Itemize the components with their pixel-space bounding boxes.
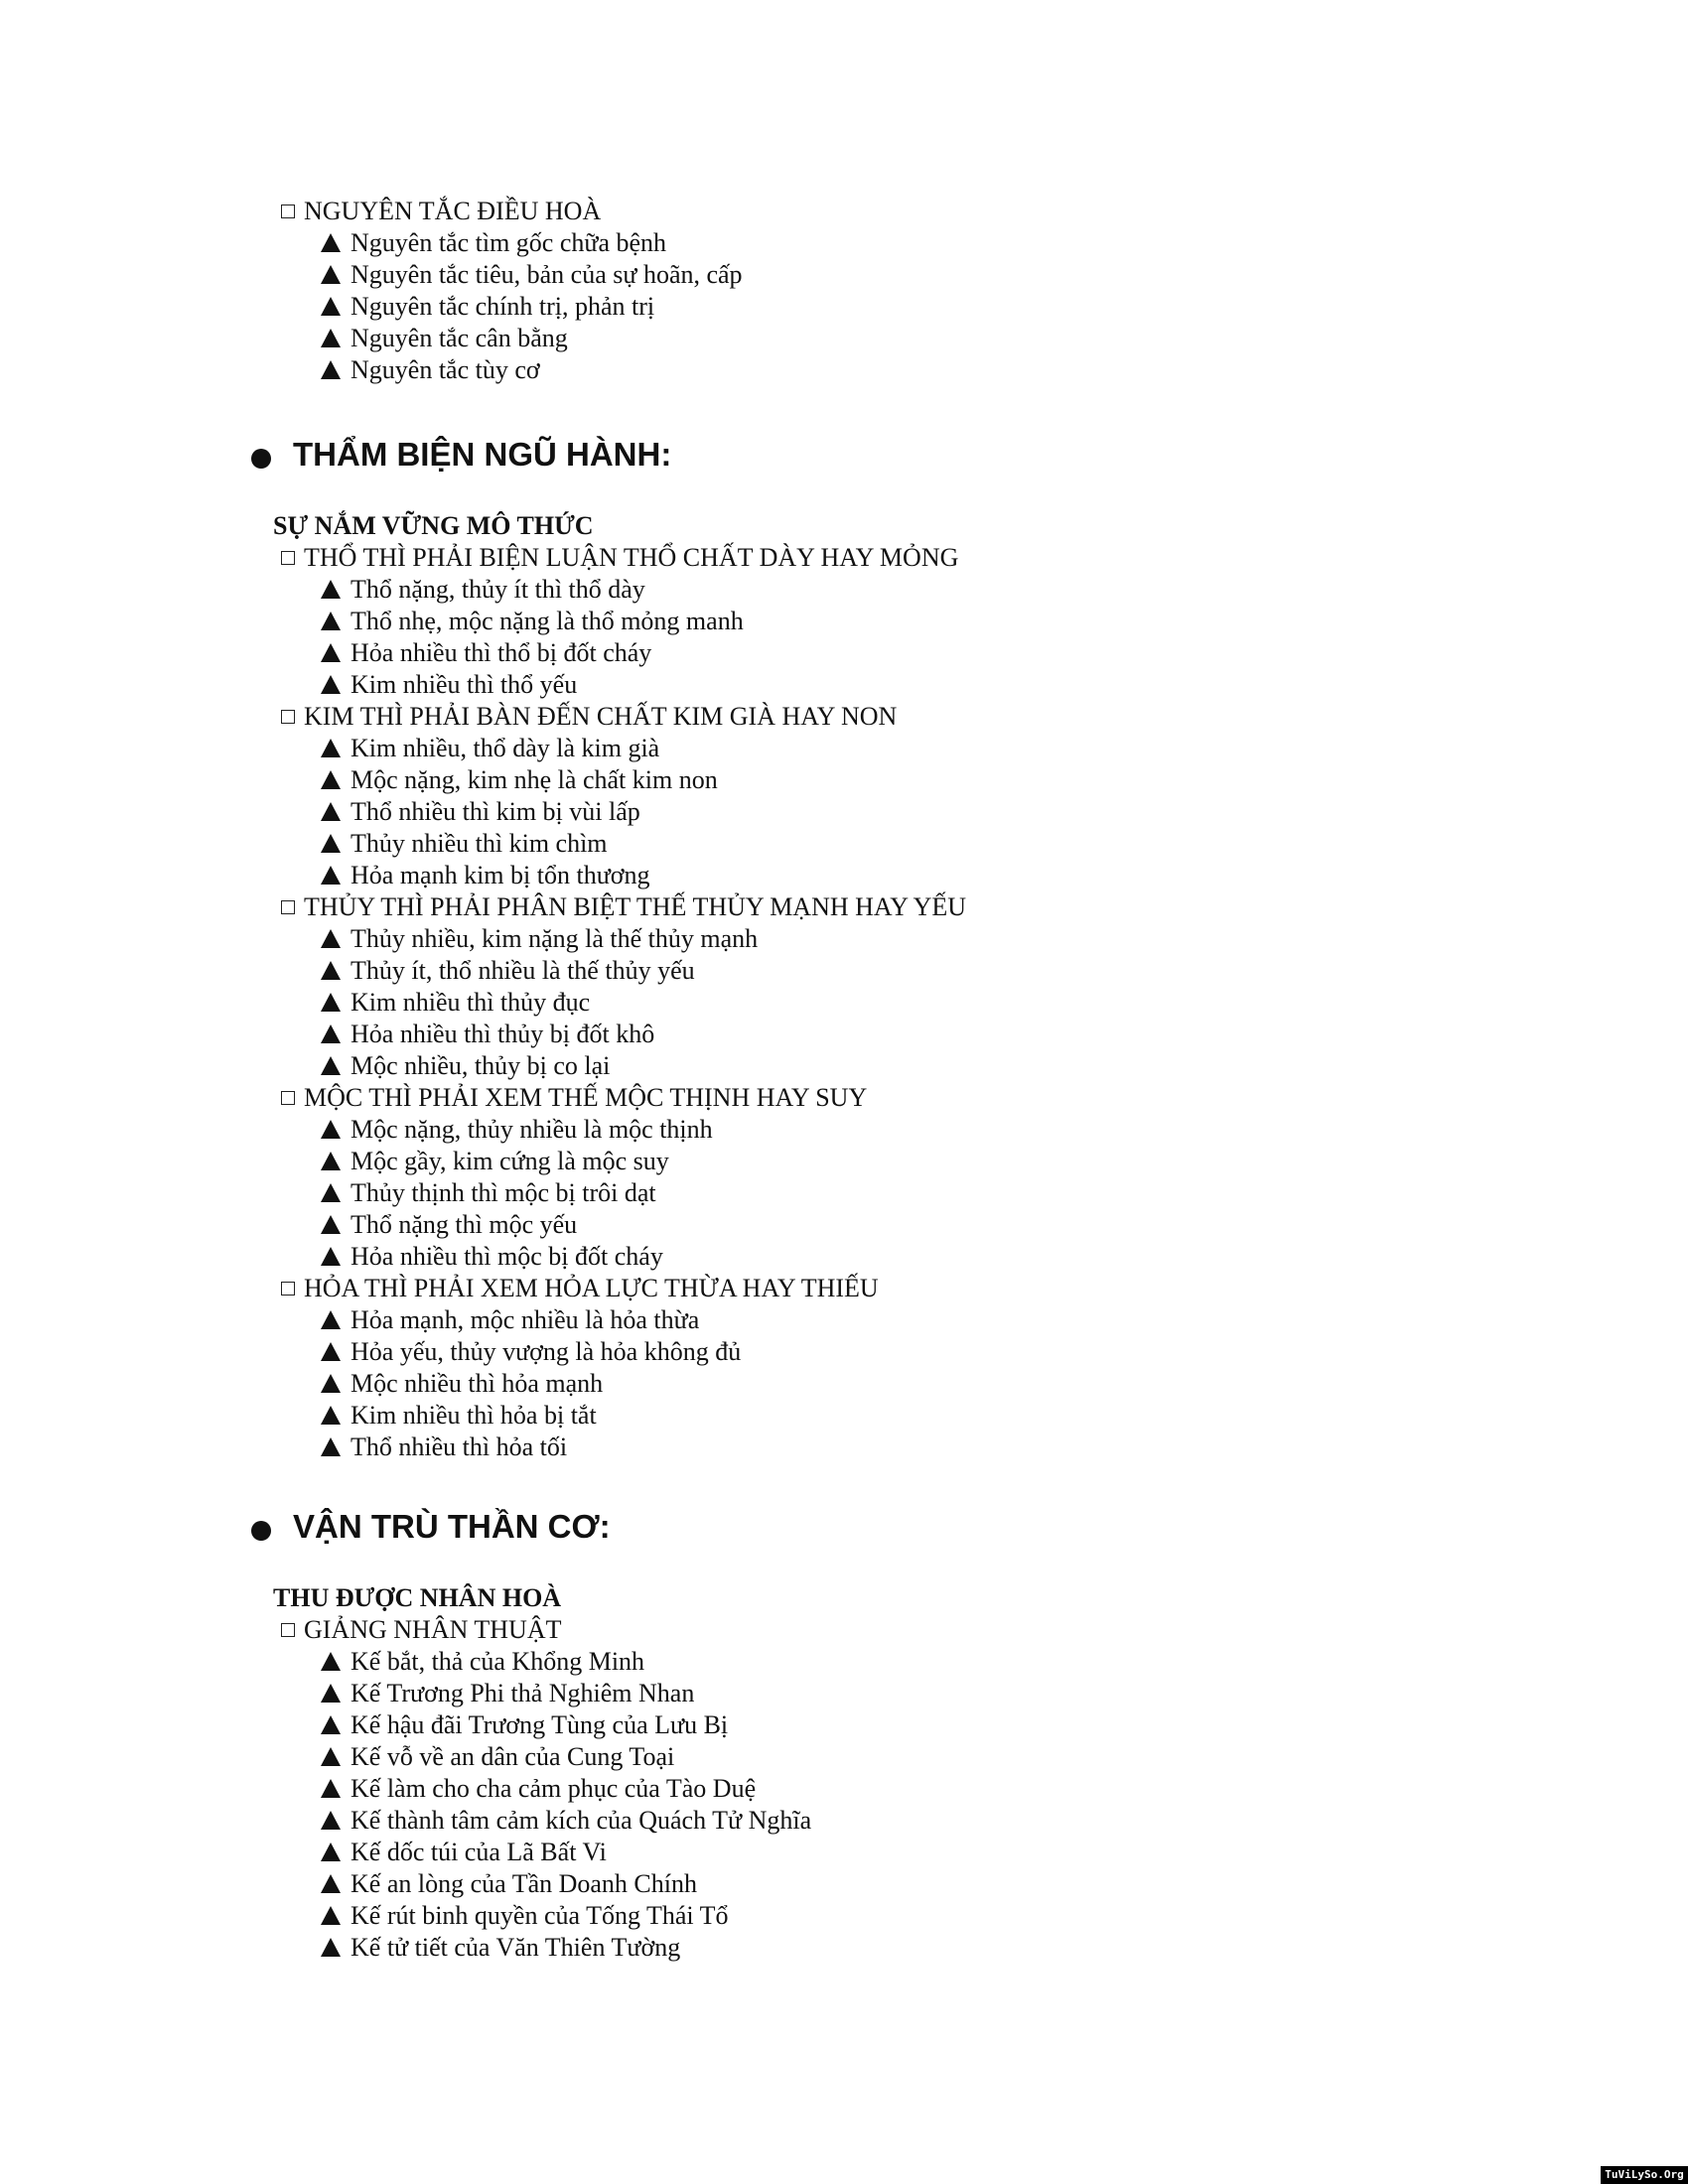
- section-heading: THẨM BIỆN NGŨ HÀNH:: [293, 436, 672, 473]
- list-item: Mộc nhiều, thủy bị co lại: [281, 1050, 966, 1082]
- triangle-bullet-icon: [321, 1374, 341, 1393]
- list-item: Thổ nhiều thì kim bị vùi lấp: [281, 796, 966, 828]
- triangle-bullet-icon: [321, 1056, 341, 1075]
- sub-heading: MỘC THÌ PHẢI XEM THẾ MỘC THỊNH HAY SUY: [281, 1082, 966, 1114]
- list-item: Thổ nhiều thì hỏa tối: [281, 1432, 966, 1463]
- list-item: Mộc nhiều thì hỏa mạnh: [281, 1368, 966, 1400]
- list-item: Thổ nặng, thủy ít thì thổ dày: [281, 574, 966, 606]
- triangle-bullet-icon: [321, 1215, 341, 1234]
- triangle-bullet-icon: [321, 643, 341, 662]
- list-item: Hỏa mạnh, mộc nhiều là hỏa thừa: [281, 1304, 966, 1336]
- triangle-bullet-icon: [321, 1152, 341, 1170]
- list-item: Kế rút binh quyền của Tống Thái Tổ: [281, 1900, 811, 1932]
- list-item: Kế vỗ về an dân của Cung Toại: [281, 1741, 811, 1773]
- triangle-bullet-icon: [321, 1906, 341, 1925]
- list-item: Thổ nhẹ, mộc nặng là thổ mỏng manh: [281, 606, 966, 637]
- triangle-bullet-icon: [321, 675, 341, 694]
- triangle-bullet-icon: [321, 802, 341, 821]
- triangle-bullet-icon: [321, 1779, 341, 1798]
- list-item: Kim nhiều thì hỏa bị tắt: [281, 1400, 966, 1432]
- section-2-list: [281, 1614, 811, 1964]
- triangle-bullet-icon: [321, 580, 341, 599]
- list-item: Kế tử tiết của Văn Thiên Tường: [281, 1932, 811, 1964]
- section-0-list: [281, 196, 743, 386]
- square-bullet-icon: [281, 1623, 295, 1637]
- sub-heading: GIẢNG NHÂN THUẬT: [281, 1614, 811, 1646]
- list-item: Kế dốc túi của Lã Bất Vi: [281, 1837, 811, 1868]
- sub-heading: THỔ THÌ PHẢI BIỆN LUẬN THỔ CHẤT DÀY HAY MỎNG: [281, 542, 966, 574]
- triangle-bullet-icon: [321, 233, 341, 252]
- list-item: Mộc gầy, kim cứng là mộc suy: [281, 1146, 966, 1177]
- list-item: Kế an lòng của Tần Doanh Chính: [281, 1868, 811, 1900]
- list-item: Thủy nhiều thì kim chìm: [281, 828, 966, 860]
- list-item: Hỏa yếu, thủy vượng là hỏa không đủ: [281, 1336, 966, 1368]
- sub-heading: THỦY THÌ PHẢI PHÂN BIỆT THẾ THỦY MẠNH HAY YẾU: [281, 891, 966, 923]
- list-item: Hỏa nhiều thì mộc bị đốt cháy: [281, 1241, 966, 1273]
- square-bullet-icon: [281, 205, 295, 218]
- list-item: Hỏa nhiều thì thủy bị đốt khô: [281, 1019, 966, 1050]
- triangle-bullet-icon: [321, 1024, 341, 1043]
- square-bullet-icon: [281, 551, 295, 565]
- triangle-bullet-icon: [321, 1684, 341, 1703]
- list-item: Kế thành tâm cảm kích của Quách Tử Nghĩa: [281, 1805, 811, 1837]
- triangle-bullet-icon: [321, 1874, 341, 1893]
- triangle-bullet-icon: [321, 1437, 341, 1456]
- list-item: Kim nhiều thì thủy đục: [281, 987, 966, 1019]
- triangle-bullet-icon: [321, 993, 341, 1012]
- list-item: Mộc nặng, thủy nhiều là mộc thịnh: [281, 1114, 966, 1146]
- section-heading: VẬN TRÙ THẦN CƠ:: [293, 1508, 611, 1545]
- list-item: Kế làm cho cha cảm phục của Tào Duệ: [281, 1773, 811, 1805]
- triangle-bullet-icon: [321, 1843, 341, 1861]
- triangle-bullet-icon: [321, 1342, 341, 1361]
- triangle-bullet-icon: [321, 265, 341, 284]
- triangle-bullet-icon: [321, 1747, 341, 1766]
- list-item: Hỏa mạnh kim bị tổn thương: [281, 860, 966, 891]
- list-item: Thủy ít, thổ nhiều là thế thủy yếu: [281, 955, 966, 987]
- triangle-bullet-icon: [321, 929, 341, 948]
- list-item: Thủy thịnh thì mộc bị trôi dạt: [281, 1177, 966, 1209]
- list-item: Thủy nhiều, kim nặng là thế thủy mạnh: [281, 923, 966, 955]
- triangle-bullet-icon: [321, 1652, 341, 1671]
- list-item: Kim nhiều, thổ dày là kim già: [281, 733, 966, 764]
- list-item: Mộc nặng, kim nhẹ là chất kim non: [281, 764, 966, 796]
- triangle-bullet-icon: [321, 612, 341, 630]
- list-item: Thổ nặng thì mộc yếu: [281, 1209, 966, 1241]
- square-bullet-icon: [281, 1282, 295, 1296]
- section-subtitle: SỰ NẮM VỮNG MÔ THỨC: [273, 511, 594, 540]
- sub-heading: KIM THÌ PHẢI BÀN ĐẾN CHẤT KIM GIÀ HAY NON: [281, 701, 966, 733]
- triangle-bullet-icon: [321, 329, 341, 347]
- triangle-bullet-icon: [321, 834, 341, 853]
- triangle-bullet-icon: [321, 1938, 341, 1957]
- triangle-bullet-icon: [321, 1406, 341, 1425]
- triangle-bullet-icon: [321, 866, 341, 885]
- list-item: Hỏa nhiều thì thổ bị đốt cháy: [281, 637, 966, 669]
- triangle-bullet-icon: [321, 1811, 341, 1830]
- triangle-bullet-icon: [321, 770, 341, 789]
- section-subtitle: THU ĐƯỢC NHÂN HOÀ: [273, 1583, 562, 1612]
- sub-heading: HỎA THÌ PHẢI XEM HỎA LỰC THỪA HAY THIẾU: [281, 1273, 966, 1304]
- triangle-bullet-icon: [321, 1247, 341, 1266]
- list-item: Nguyên tắc tiêu, bản của sự hoãn, cấp: [281, 259, 743, 291]
- triangle-bullet-icon: [321, 1310, 341, 1329]
- triangle-bullet-icon: [321, 360, 341, 379]
- list-item: Kế Trương Phi thả Nghiêm Nhan: [281, 1678, 811, 1709]
- section-1-list: [281, 542, 966, 1463]
- list-item: Nguyên tắc cân bằng: [281, 323, 743, 354]
- list-item: Kim nhiều thì thổ yếu: [281, 669, 966, 701]
- triangle-bullet-icon: [321, 297, 341, 316]
- square-bullet-icon: [281, 710, 295, 724]
- triangle-bullet-icon: [321, 1183, 341, 1202]
- list-item: Nguyên tắc chính trị, phản trị: [281, 291, 743, 323]
- sub-heading: NGUYÊN TẮC ĐIỀU HOÀ: [281, 196, 743, 227]
- watermark-badge: TuViLySo.Org: [1601, 2166, 1688, 2184]
- square-bullet-icon: [281, 900, 295, 914]
- triangle-bullet-icon: [321, 961, 341, 980]
- triangle-bullet-icon: [321, 739, 341, 757]
- list-item: Kế bắt, thả của Khổng Minh: [281, 1646, 811, 1678]
- list-item: Kế hậu đãi Trương Tùng của Lưu Bị: [281, 1709, 811, 1741]
- list-item: Nguyên tắc tùy cơ: [281, 354, 743, 386]
- square-bullet-icon: [281, 1091, 295, 1105]
- triangle-bullet-icon: [321, 1120, 341, 1139]
- triangle-bullet-icon: [321, 1715, 341, 1734]
- list-item: Nguyên tắc tìm gốc chữa bệnh: [281, 227, 743, 259]
